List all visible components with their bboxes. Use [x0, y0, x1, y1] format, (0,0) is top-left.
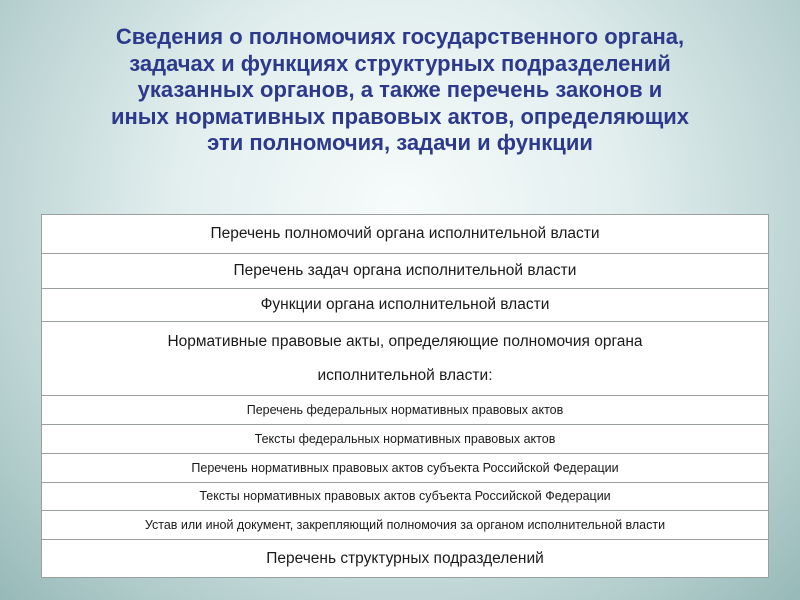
title-line: Сведения о полномочиях государственного органа, — [115, 24, 685, 49]
table-row-regional-acts-list: Перечень нормативных правовых актов субъекта Российской Федерации — [42, 453, 768, 482]
info-table — [41, 214, 769, 578]
table-row-normative-acts — [42, 321, 768, 395]
title-line: задачах и функциях структурных подразделений — [129, 50, 671, 76]
table-row-federal-acts-list: Перечень федеральных нормативных правовых актов — [42, 395, 768, 424]
table-row-charter: Устав или иной документ, закрепляющий полномочия за органом исполнительной власти — [42, 510, 768, 539]
table-row-powers-list: Перечень полномочий органа исполнительной власти — [210, 224, 600, 242]
title-line: указанных органов, а также перечень законов и — [137, 77, 663, 102]
title-line: эти полномочия, задачи и функции — [207, 130, 593, 155]
table-row-functions: Функции органа исполнительной власти — [42, 288, 768, 322]
table-row-regional-acts-texts: Тексты нормативных правовых актов субъекта Российской Федерации — [42, 482, 768, 511]
table-row-federal-acts-texts: Тексты федеральных нормативных правовых актов — [42, 424, 768, 453]
normative-acts-line-1: Нормативные правовые акты, определяющие полномочия органа — [167, 332, 643, 350]
slide-title — [30, 24, 770, 157]
table-row-structural-units: Перечень структурных подразделений — [42, 539, 768, 577]
table-row-tasks-list: Перечень задач органа исполнительной власти — [42, 253, 768, 288]
normative-acts-line-2: исполнительной власти: — [317, 366, 493, 384]
title-line: иных нормативных правовых актов, определяющих — [110, 103, 690, 129]
